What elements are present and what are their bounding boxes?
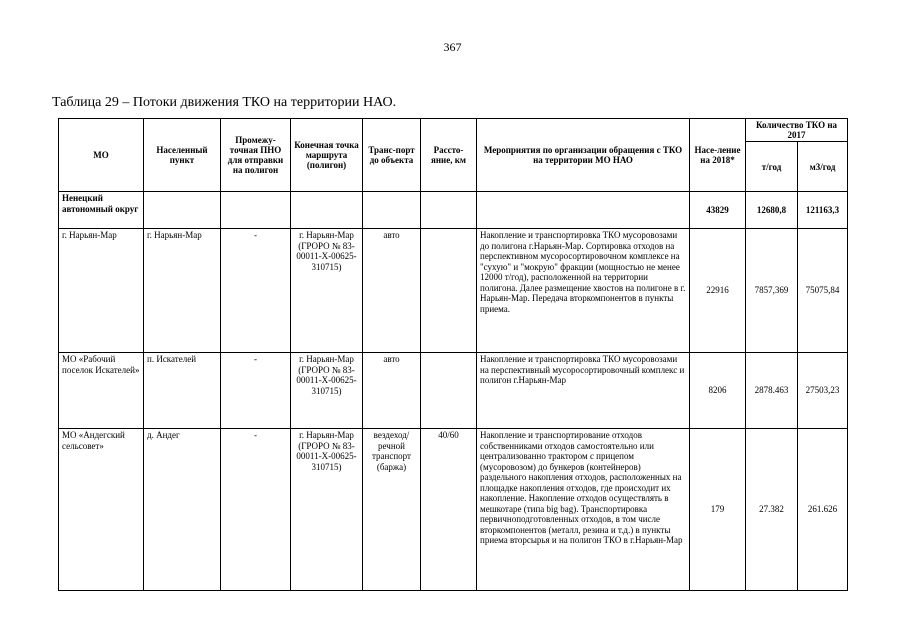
cell-distance <box>421 229 477 353</box>
cell-measures: Накопление и транспортирование отходов собственниками отходов самостоятельно или централизованно трактором с прицепом (мусоровозом) до бункеров (контейнеров) раздельного накопления отходов, расположенных на площадке накопления отходов, где происходит их накопление. Накопление отходов осуществлять в мешкотаре (типа big bag). Транспортировка первичноподготовленных отходов, в том числе вторкомпонентов (металл, резина и т.д.) в пункты приема вторсырья и на полигон ТКО в г.Нарьян-Мар <box>477 429 690 591</box>
cell-t-year: 12680,8 <box>746 192 798 229</box>
cell-transport <box>363 192 421 229</box>
cell-m3-year: 261.626 <box>798 429 848 591</box>
cell-distance <box>421 353 477 429</box>
cell-distance: 40/60 <box>421 429 477 591</box>
cell-mo: г. Нарьян-Мар <box>59 229 144 353</box>
cell-mo: МО «Рабочий поселок Искателей» <box>59 353 144 429</box>
cell-population: 8206 <box>690 353 746 429</box>
header-m3-year: м3/год <box>798 142 848 192</box>
table-caption: Таблица 29 – Потоки движения ТКО на территории НАО. <box>52 95 397 110</box>
table-row <box>59 353 848 429</box>
cell-measures <box>477 192 690 229</box>
header-quantity: Количество ТКО на 2017 <box>746 119 848 142</box>
cell-t-year: 2878.463 <box>746 353 798 429</box>
cell-population: 43829 <box>690 192 746 229</box>
cell-distance <box>421 192 477 229</box>
cell-m3-year: 27503,23 <box>798 353 848 429</box>
cell-settlement: п. Искателей <box>144 353 221 429</box>
cell-transport: авто <box>363 229 421 353</box>
cell-intermediate: - <box>221 353 291 429</box>
header-settlement: Населенный пункт <box>144 119 221 192</box>
page-number: 367 <box>443 40 462 54</box>
cell-settlement: д. Андег <box>144 429 221 591</box>
cell-transport: авто <box>363 353 421 429</box>
header-measures: Мероприятия по организации обращения с ТКО на территории МО НАО <box>477 119 690 192</box>
cell-endpoint <box>291 192 363 229</box>
header-distance: Рассто-яние, км <box>421 119 477 192</box>
cell-transport: вездеход/ речной транспорт (баржа) <box>363 429 421 591</box>
cell-intermediate <box>221 192 291 229</box>
header-mo: МО <box>59 119 144 192</box>
header-intermediate: Промежу-точная ПНО для отправки на полигон <box>221 119 291 192</box>
table-row <box>59 192 848 229</box>
cell-population: 22916 <box>690 229 746 353</box>
cell-endpoint: г. Нарьян-Мар (ГРОРО № 83-00011-Х-00625-310715) <box>291 229 363 353</box>
table-row <box>59 229 848 353</box>
header-population: Насе-ление на 2018* <box>690 119 746 192</box>
cell-endpoint: г. Нарьян-Мар (ГРОРО № 83-00011-Х-00625-310715) <box>291 353 363 429</box>
cell-measures: Накопление и транспортировка ТКО мусоровозами до полигона г.Нарьян-Мар. Сортировка отходов на перспективном мусоросортировочном комплексе на "сухую" и "мокрую" фракции (мощностью не менее 12000 т/год), расположенной на территории полигона. Далее размещение хвостов на полигоне в г. Нарьян-Мар. Передача вторкомпонентов в пункты приема. <box>477 229 690 353</box>
cell-intermediate: - <box>221 429 291 591</box>
table-row <box>59 429 848 591</box>
cell-settlement: г. Нарьян-Мар <box>144 229 221 353</box>
cell-population: 179 <box>690 429 746 591</box>
cell-mo: МО «Андегский сельсовет» <box>59 429 144 591</box>
cell-m3-year: 75075,84 <box>798 229 848 353</box>
tko-flows-table <box>58 118 848 591</box>
cell-t-year: 27.382 <box>746 429 798 591</box>
header-transport: Транс-порт до объекта <box>363 119 421 192</box>
cell-measures: Накопление и транспортировка ТКО мусоровозами на перспективный мусоросортировочный комплекс и полигон г.Нарьян-Мар <box>477 353 690 429</box>
cell-mo: Ненецкий автономный округ <box>59 192 144 229</box>
header-endpoint: Конечная точка маршрута (полигон) <box>291 119 363 192</box>
cell-settlement <box>144 192 221 229</box>
cell-m3-year: 121163,3 <box>798 192 848 229</box>
header-t-year: т/год <box>746 142 798 192</box>
cell-t-year: 7857,369 <box>746 229 798 353</box>
cell-endpoint: г. Нарьян-Мар (ГРОРО № 83-00011-Х-00625-310715) <box>291 429 363 591</box>
cell-intermediate: - <box>221 229 291 353</box>
